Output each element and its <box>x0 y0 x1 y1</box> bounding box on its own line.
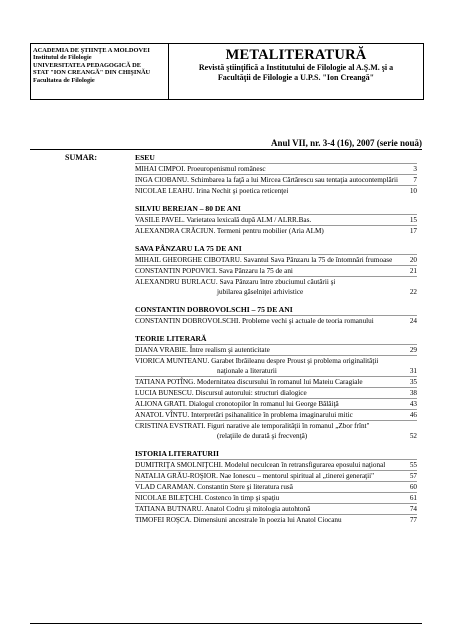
toc-entry <box>135 420 417 431</box>
entry-page <box>413 356 417 366</box>
entry-page <box>413 421 417 431</box>
edition-rule <box>30 149 422 150</box>
entry-title: MIHAI CIMPOI. Proeuropenismul românesc <box>135 165 266 173</box>
institution-block <box>31 44 169 99</box>
entry-page: 43 <box>409 400 417 408</box>
entry-title: NICOLAE LEAHU. Irina Nechit şi poetica reticenţei <box>135 187 289 195</box>
entry-title: ALIONA GRATI. Dialogul cronotopilor în romanul lui George Bălăiţă <box>135 400 339 408</box>
entry-title: naţionale a literaturii <box>217 367 277 375</box>
entry-title: LUCIA BUNESCU. Discursul autorului: structuri dialogice <box>135 389 307 397</box>
section-heading: CONSTANTIN DOBROVOLSCHI – 75 DE ANI <box>135 305 293 314</box>
entry-title: ALEXANDRA CRĂCIUN. Termeni pentru mobilier (Aria ALM) <box>135 227 324 235</box>
entry-title: TATIANA POTÎNG. Modernitatea discursului în romanul lui Mateiu Caragiale <box>135 378 363 386</box>
entry-page: 60 <box>409 483 417 491</box>
entry-title: DUMITRIŢA SMOLNIŢCHI. Modelul neculcean în retransfigurarea eposului naţional <box>135 461 386 469</box>
entry-page: 24 <box>409 317 417 325</box>
entry-page: 3 <box>413 165 417 173</box>
entry-page: 17 <box>409 227 417 235</box>
entry-page: 10 <box>409 187 417 195</box>
toc-entry <box>135 214 417 225</box>
entry-page: 29 <box>409 346 417 354</box>
toc-entry <box>135 376 417 387</box>
toc-entry <box>135 276 417 287</box>
entry-page: 55 <box>409 461 417 469</box>
toc-entry <box>135 431 417 441</box>
journal-subtitle-line2: Facultăţii de Filologie a U.P.S. "Ion Creangă" <box>217 73 375 82</box>
toc-entry <box>135 398 417 409</box>
toc-entry <box>135 254 417 265</box>
entry-page: 46 <box>409 411 417 419</box>
entry-page: 15 <box>409 216 417 224</box>
journal-title: METALITERATURĂ <box>225 47 367 63</box>
section-heading: ISTORIA LITERATURII <box>135 449 219 458</box>
entry-title: VLAD CARAMAN. Constantin Stere şi literatura rusă <box>135 483 293 491</box>
entry-title: VIORICA MUNTEANU. Garabet Ibrăileanu despre Proust şi problema originalităţii <box>135 357 379 365</box>
entry-page: 20 <box>409 256 417 264</box>
entry-title: (relaţiile de durată şi frecvenţă) <box>217 432 308 440</box>
entry-page: 38 <box>409 389 417 397</box>
toc-entry <box>135 492 417 503</box>
entry-page: 21 <box>409 267 417 275</box>
institution-line: Facultatea de Filologie <box>33 76 95 84</box>
entry-page: 52 <box>409 432 417 440</box>
toc-entry <box>135 265 417 276</box>
entry-page: 31 <box>409 367 417 375</box>
entry-title: VASILE PAVEL. Varietatea lexicală după ALM / ALRR.Bas. <box>135 216 312 224</box>
entry-page: 7 <box>413 176 417 184</box>
toc-entry <box>135 366 417 376</box>
entry-title: NATALIA GRĂU-ROŞIOR. Nae Ionescu – mentorul spiritual al „tinerei generaţii" <box>135 472 375 480</box>
toc-entry <box>135 225 417 236</box>
institution-line: ACADEMIA DE ŞTIINŢE A MOLDOVEI <box>33 47 150 54</box>
entry-title: TATIANA BUTNARU. Anatol Codru şi mitologia autohtonă <box>135 505 311 513</box>
entry-title: jubilarea găselniţei arhivistice <box>217 288 304 296</box>
sumar-label: SUMAR: <box>65 153 97 162</box>
entry-page: 61 <box>409 494 417 502</box>
entry-title: CONSTANTIN POPOVICI. Sava Pânzaru la 75 de ani <box>135 267 293 275</box>
section-heading: TEORIE LITERARĂ <box>135 334 207 343</box>
journal-header <box>30 43 424 100</box>
entry-page: 74 <box>409 505 417 513</box>
toc-entry <box>135 470 417 481</box>
toc-entry <box>135 387 417 398</box>
toc-entry <box>135 355 417 366</box>
toc-entry <box>135 185 417 196</box>
toc-entry <box>135 409 417 420</box>
section-heading: SAVA PÂNZARU LA 75 DE ANI <box>135 244 242 253</box>
entry-page: 57 <box>409 472 417 480</box>
journal-masthead <box>169 44 423 99</box>
entry-title: CRISTINA EVSTRATI. Figuri narative ale temporalităţii în romanul „Zbor frînt" <box>135 422 370 430</box>
toc-entry <box>135 344 417 355</box>
toc-entry <box>135 287 417 297</box>
entry-title: INGA CIOBANU. Schimbarea la faţă a lui Mircea Cărtărescu sau tentaţia autocontemplării <box>135 176 399 184</box>
toc-entry <box>135 174 417 185</box>
bottom-rule <box>30 623 422 624</box>
edition-info: Anul VII, nr. 3-4 (16), 2007 (serie nouă) <box>270 138 422 148</box>
toc-entry <box>135 315 417 326</box>
toc-entry <box>135 503 417 514</box>
toc-entry <box>135 459 417 470</box>
journal-subtitle-line1: Revistă ştiinţifică a Institutului de Filologie al A.Ş.M. şi a <box>198 63 394 72</box>
entry-title: ALEXANDRU BURLACU. Sava Pânzaru între zbuciumul căutării şi <box>135 278 336 286</box>
toc-entry <box>135 481 417 492</box>
entry-title: MIHAIL GHEORGHE CIBOTARU. Savantul Sava Pânzaru la 75 de întomnări frumoase <box>135 256 393 264</box>
section-heading: ESEU <box>135 153 155 162</box>
entry-title: TIMOFEI ROŞCA. Dimensiuni ancestrale în poezia lui Anatol Ciocanu <box>135 516 342 524</box>
institution-line: STAT "ION CREANGĂ" DIN CHIŞINĂU <box>33 69 151 77</box>
entry-title: NICOLAE BILEŢCHI. Costenco în timp şi spaţiu <box>135 494 280 502</box>
toc-entry <box>135 163 417 174</box>
entry-page: 35 <box>409 378 417 386</box>
section-heading: SILVIU BEREJAN – 80 DE ANI <box>135 204 241 213</box>
table-of-contents <box>135 153 417 525</box>
entry-page: 77 <box>409 516 417 524</box>
entry-title: ANATOL VÎNTU. Interpretări psihanalitice în problema imaginarului mitic <box>135 411 353 419</box>
toc-entry <box>135 514 417 525</box>
entry-title: CONSTANTIN DOBROVOLSCHI. Probleme vechi şi actuale de teoria romanului <box>135 317 374 325</box>
entry-title: DIANA VRABIE. Între realism şi autenticitate <box>135 346 270 354</box>
institution-line: UNIVERSITATEA PEDAGOGICĂ DE <box>33 61 142 69</box>
entry-page <box>413 277 417 287</box>
institution-line: Institutul de Filologie <box>33 54 92 62</box>
entry-page: 22 <box>409 288 417 296</box>
